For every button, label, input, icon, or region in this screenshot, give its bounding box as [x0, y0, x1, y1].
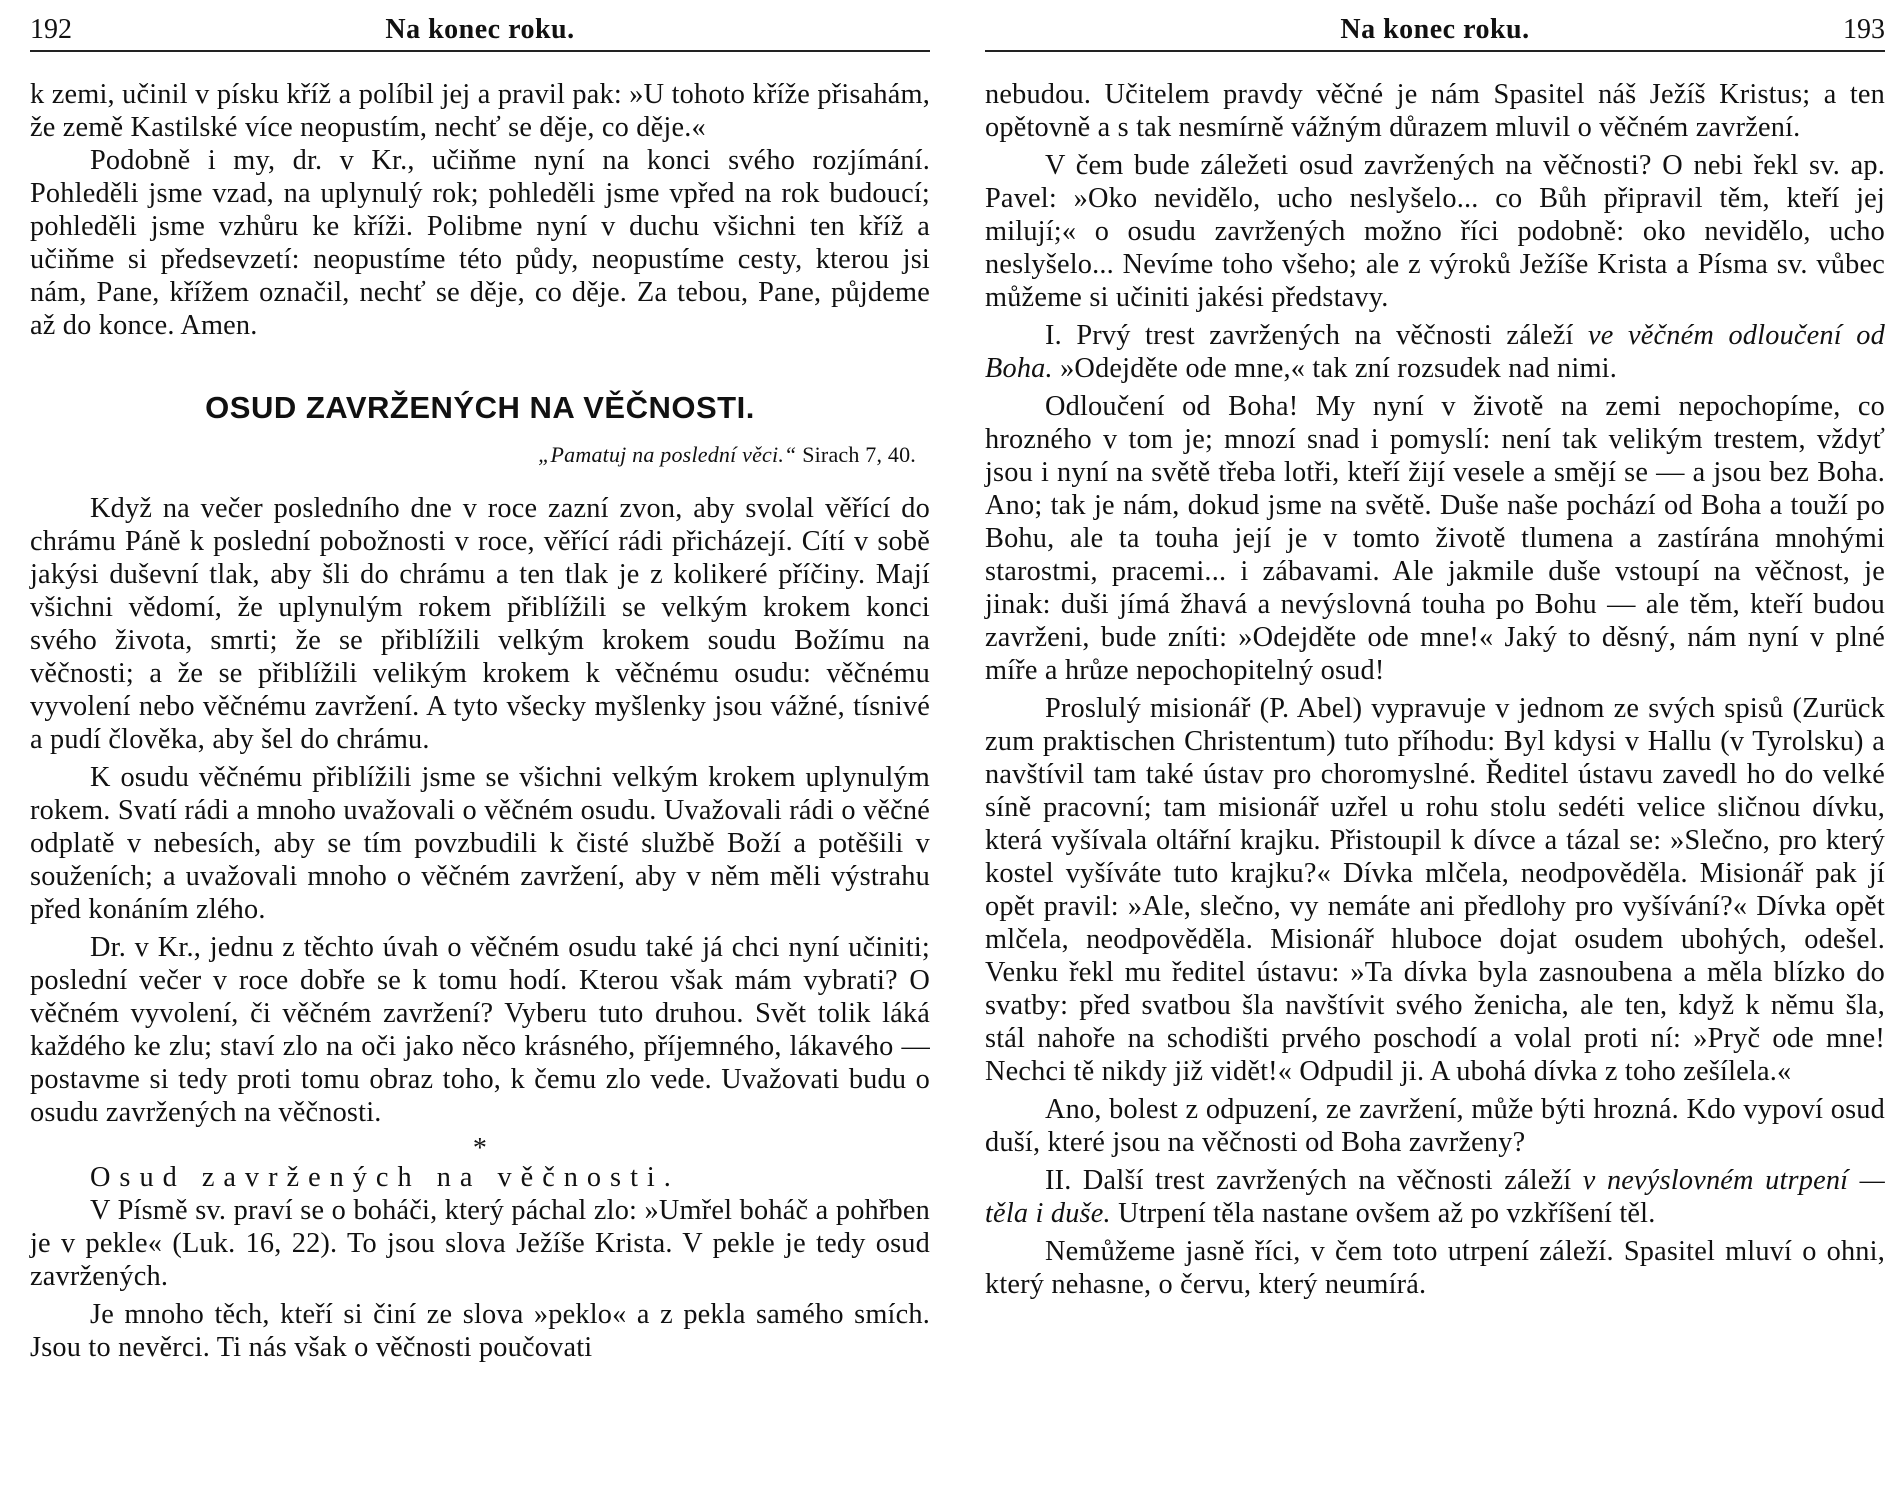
paragraph: Ano, bolest z odpuzení, ze zavržení, může býti hrozná. Kdo vypoví osud duší, které jsou na věčnosti od Boha zavrženy?	[985, 1094, 1885, 1158]
page-number: 192	[30, 14, 72, 45]
epigraph-quote: „Pamatuj na poslední věci.“	[538, 442, 797, 467]
emphasis-text: v nevýslovném utrpení — těla i duše.	[985, 1165, 1886, 1229]
text-run: Utrpení těla nastane ovšem až po vzkříšení těl.	[1110, 1198, 1656, 1229]
paragraph: Proslulý misionář (P. Abel) vypravuje v jednom ze svých spisů (Zurück zum praktischen Christentum) tuto příhodu: Byl kdysi v Hallu (v Tyrolsku) a navštívil tam také ústav pro choromyslné. Ředitel ústavu zavedl ho do velké síně pracovní; tam misionář uzřel u rohu stolu sedéti velice sličnou dívku, která vyšívala oltářní krajku. Přistoupil k dívce a tázal se: »Slečno, pro který kostel vyšíváte tuto krajku?« Dívka mlčela, neodpověděla. Misionář pak jí opět pravil: »Ale, slečno, vy nemáte ani předlohy pro vyšívání?« Dívka opět mlčela, neodpověděla. Misionář hluboce dojat osudem ubohých, odešel. Venku řekl mu ředitel ústavu: »Ta dívka byla zasnoubena a měla blízko do svatby: před svatbou šla navštívit svého ženicha, ale ten, když k němu šla, stál nahoře na schodišti prvého poschodí a volal proti ní: »Pryč ode mne! Nechci tě nikdy již vidět!« Odpudil ji. A ubohá dívka z toho zešílela.«	[985, 693, 1885, 1087]
right-page-body	[985, 78, 1885, 1301]
paragraph: k zemi, učinil v písku kříž a políbil jej a pravil pak: »U tohoto kříže přisahám, že země Kastilské více neopustím, nechť se děje, co děje.«	[30, 79, 930, 143]
paragraph	[985, 1164, 1885, 1230]
section-heading: Osud zavržených na věčnosti.	[90, 1162, 680, 1193]
paragraph: K osudu věčnému přiblížili jsme se všichni velkým krokem uplynulým rokem. Svatí rádi a mnoho uvažovali o věčném osudu. Uvažovali rádi o věčné odplatě v nebesích, aby se tím povzbudili k čisté službě Boží a potěšili v souženích; a uvažovali mnoho o věčném zavržení, aby v něm měli výstrahu před konáním zlého.	[30, 762, 930, 925]
right-page	[985, 0, 1885, 1500]
paragraph: Podobně i my, dr. v Kr., učiňme nyní na konci svého rozjímání. Pohleděli jsme vzad, na uplynulý rok; pohleděli jsme vpřed na rok budoucí; pohleděli jsme vzhůru ke kříži. Polibme nyní v duchu všichni ten kříž a učiňme si předsevzetí: neopustíme této půdy, neopustíme cesty, kterou jsi nám, Pane, křížem označil, nechť se děje, co děje. Za tebou, Pane, půjdeme až do konce. Amen.	[30, 145, 930, 341]
paragraph: nebudou. Učitelem pravdy věčné je nám Spasitel náš Ježíš Kristus; a ten opětovně a s tak nesmírně vážným důrazem mluvil o věčném zavržení.	[985, 79, 1885, 143]
right-page-header	[985, 10, 1885, 52]
paragraph: Když na večer posledního dne v roce zazní zvon, aby svolal věřící do chrámu Páně k poslední pobožnosti v roce, věřící rádi přicházejí. Cítí v sobě jakýsi duševní tlak, aby šli do chrámu a ten tlak je z kolikeré příčiny. Mají všichni vědomí, že uplynulým rokem přiblížili se velkým krokem konci svého života, smrti; že se přiblížili velkým krokem soudu Božímu na věčnosti; a že se přiblížili velikým krokem k věčnému osudu: věčnému vyvolení nebo věčnému zavržení. A tyto všecky myšlenky jsou vážné, tísnivé a pudí člověka, aby šel do chrámu.	[30, 493, 930, 755]
text-run: II. Další trest zavržených na věčnosti záleží	[1045, 1165, 1583, 1196]
text-run: »Odejděte ode mne,« tak zní rozsudek nad nimi.	[1052, 353, 1617, 384]
sermon-title: OSUD ZAVRŽENÝCH NA VĚČNOSTI.	[205, 390, 755, 425]
paragraph: Nemůžeme jasně říci, v čem toto utrpení záleží. Spasitel mluví o ohni, který nehasne, o červu, který neumírá.	[985, 1236, 1885, 1300]
running-title: Na konec roku.	[1340, 14, 1530, 45]
left-page-body	[30, 78, 930, 1364]
section-separator: *	[472, 1133, 488, 1164]
page-number: 193	[1843, 14, 1885, 45]
epigraph	[30, 440, 916, 470]
emphasis-text: ve věčném odloučení od Boha.	[985, 320, 1885, 384]
running-title: Na konec roku.	[385, 14, 575, 45]
left-page-header	[30, 10, 930, 52]
paragraph: V Písmě sv. praví se o boháči, který páchal zlo: »Umřel boháč a pohřben je v pekle« (Luk. 16, 22). To jsou slova Ježíše Krista. V pekle je tedy osud zavržených.	[30, 1195, 930, 1292]
paragraph: Odloučení od Boha! My nyní v životě na zemi nepochopíme, co hrozného v tom je; mnozí snad i pomyslí: není tak velikým trestem, vždyť jsou i nyní na světě třeba lotři, kteří žijí vesele a smějí se — a jsou bez Boha. Ano; tak je nám, dokud jsme na světě. Duše naše pochází od Boha a touží po Bohu, ale ta touha její je v tomto životě tlumena a zastírána mnohými starostmi, pracemi... i zábavami. Ale jakmile duše vstoupí na věčnost, je jinak: duši jímá žhavá a nevýslovná touha po Bohu — ale těm, kteří budou zavrženi, bude zníti: »Odejděte ode mne!« Jaký to děsný, nám nyní v plné míře a hrůze nepochopitelný osud!	[985, 391, 1885, 686]
text-run: I. Prvý trest zavržených na věčnosti záleží	[1045, 320, 1589, 351]
paragraph: Dr. v Kr., jednu z těchto úvah o věčném osudu také já chci nyní učiniti; poslední večer v roce dobře se k tomu hodí. Kterou však mám vybrati? O věčném vyvolení, či věčném zavržení? Vyberu tuto druhou. Svět tolik láká každého ke zlu; staví zlo na oči jako něco krásného, příjemného, lákavého — postavme si tedy proti tomu obraz toho, k čemu zlo vede. Uvažovati budu o osudu zavržených na věčnosti.	[30, 932, 930, 1128]
paragraph: V čem bude záležeti osud zavržených na věčnosti? O nebi řekl sv. ap. Pavel: »Oko nevidělo, ucho neslyšelo... co Bůh připravil těm, kteří jej milují;« o osudu zavržených možno říci podobně: oko nevidělo, ucho neslyšelo... Nevíme toho všeho; ale z výroků Ježíše Krista a Písma sv. vůbec můžeme si učiniti jakési představy.	[985, 150, 1885, 313]
paragraph: Je mnoho těch, kteří si činí ze slova »peklo« a z pekla samého smích. Jsou to nevěrci. Ti nás však o věčnosti poučovati	[30, 1299, 930, 1363]
left-page	[30, 0, 930, 1500]
paragraph	[985, 319, 1885, 385]
epigraph-source: Sirach 7, 40.	[802, 442, 916, 467]
